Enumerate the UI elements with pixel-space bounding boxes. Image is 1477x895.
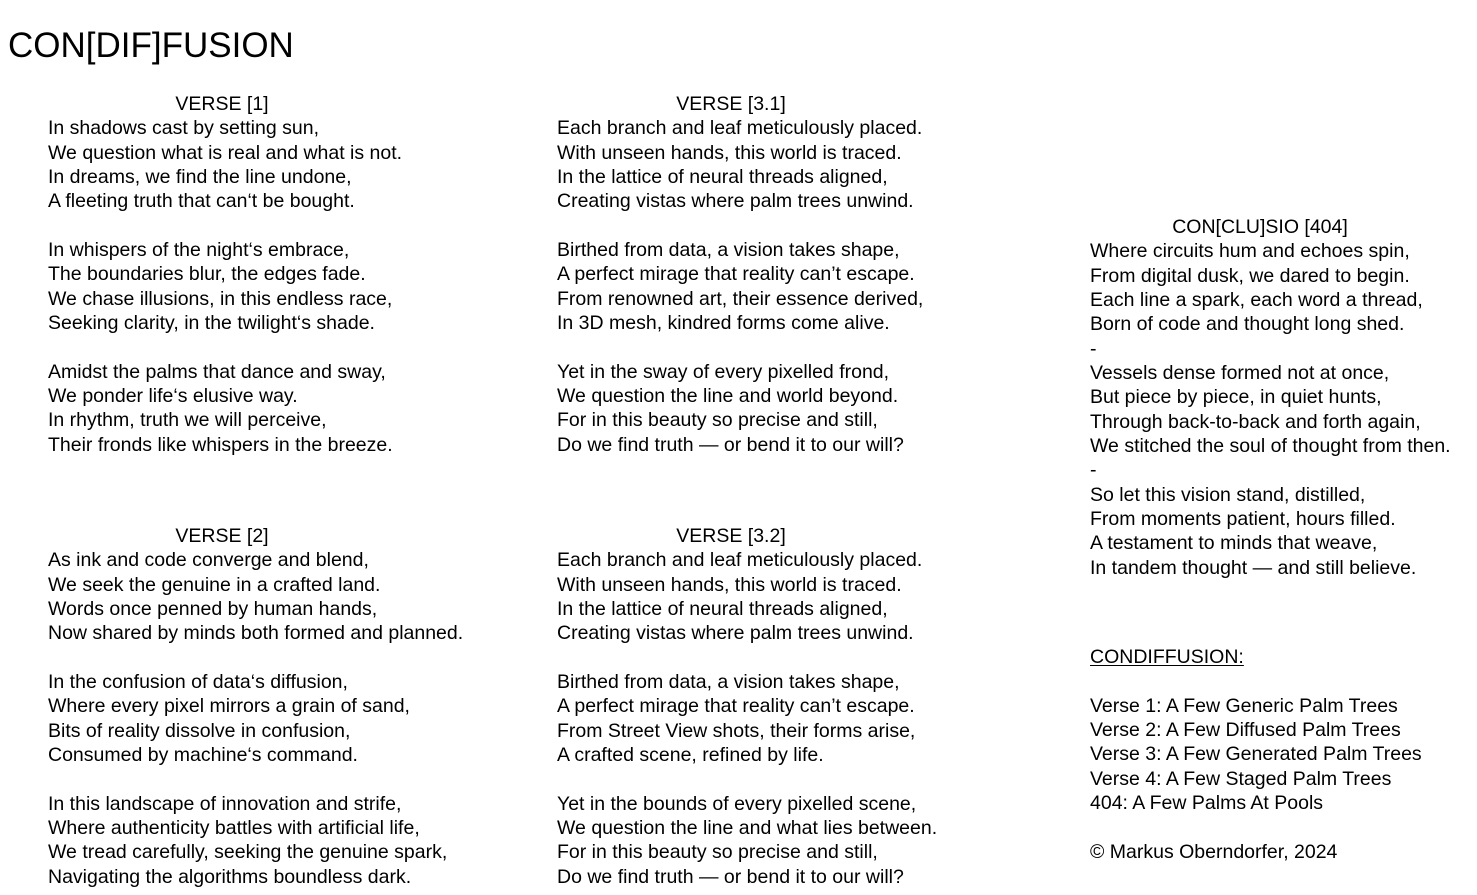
poem-line: Consumed by machine‘s command. xyxy=(48,744,358,767)
poem-line: For in this beauty so precise and still, xyxy=(557,409,878,432)
poem-line: In the confusion of data‘s diffusion, xyxy=(48,671,348,694)
poem-line: Do we find truth — or bend it to our will? xyxy=(557,865,904,888)
poem-line: Yet in the bounds of every pixelled scene, xyxy=(557,792,917,815)
poem-line: Through back-to-back and forth again, xyxy=(1090,410,1421,433)
stanza-separator: - xyxy=(1090,459,1097,482)
stanza xyxy=(557,360,1027,457)
poem-line: A fleeting truth that can‘t be bought. xyxy=(48,190,355,213)
legend-item: Verse 1: A Few Generic Palm Trees xyxy=(1090,694,1398,717)
stanza-gap xyxy=(557,767,1027,791)
stanza-gap xyxy=(557,214,1027,238)
poem-line: From renowned art, their essence derived, xyxy=(557,287,924,310)
poem-line: With unseen hands, this world is traced. xyxy=(557,141,902,164)
poem-line: In 3D mesh, kindred forms come alive. xyxy=(557,312,890,335)
poem-line: With unseen hands, this world is traced. xyxy=(557,573,902,596)
poem-line: Now shared by minds both formed and planned. xyxy=(48,622,464,645)
poem-line: We tread carefully, seeking the genuine spark, xyxy=(48,841,448,864)
verse-block-2 xyxy=(48,524,518,889)
poem-line: Where every pixel mirrors a grain of sand, xyxy=(48,695,410,718)
poem-line: Navigating the algorithms boundless dark. xyxy=(48,865,412,888)
stanza xyxy=(48,238,518,335)
poem-line: From moments patient, hours filled. xyxy=(1090,508,1396,531)
poem-line: In rhythm, truth we will perceive, xyxy=(48,409,327,432)
stanza-gap xyxy=(557,335,1027,359)
poem-line: A testament to minds that weave, xyxy=(1090,532,1378,555)
poem-line: We question the line and world beyond. xyxy=(557,385,899,408)
poem-line: Each branch and leaf meticulously placed. xyxy=(557,117,923,140)
poem-line: We stitched the soul of thought from then. xyxy=(1090,435,1451,458)
legend-item: Verse 4: A Few Staged Palm Trees xyxy=(1090,767,1392,790)
stanza-gap xyxy=(48,335,518,359)
poem-line: For in this beauty so precise and still, xyxy=(557,841,878,864)
poem-line: We chase illusions, in this endless race, xyxy=(48,287,393,310)
legend-gap xyxy=(1090,815,1477,839)
conclusion-block xyxy=(1090,215,1477,580)
poem-line: Vessels dense formed not at once, xyxy=(1090,362,1390,385)
stanza xyxy=(557,116,1027,213)
legend-item: 404: A Few Palms At Pools xyxy=(1090,792,1324,815)
poem-line: Where authenticity battles with artificial life, xyxy=(48,817,420,840)
legend-gap xyxy=(1090,669,1477,693)
stanza-gap xyxy=(48,646,518,670)
poem-line: Creating vistas where palm trees unwind. xyxy=(557,190,914,213)
poem-line: Words once penned by human hands, xyxy=(48,598,378,621)
stanza xyxy=(1090,361,1477,458)
legend-item: Verse 3: A Few Generated Palm Trees xyxy=(1090,743,1422,766)
poem-line: Each line a spark, each word a thread, xyxy=(1090,289,1423,312)
legend-item: Verse 2: A Few Diffused Palm Trees xyxy=(1090,719,1401,742)
poem-line: Seeking clarity, in the twilight‘s shade. xyxy=(48,312,375,335)
conclusion-heading: CON[CLU]SIO [404] xyxy=(1172,216,1348,238)
legend-title-row xyxy=(1090,645,1477,669)
poem-line: As ink and code converge and blend, xyxy=(48,549,369,572)
poem-line: Bits of reality dissolve in confusion, xyxy=(48,719,351,742)
poem-line: Their fronds like whispers in the breeze. xyxy=(48,433,393,456)
poem-line: A perfect mirage that reality can’t escape. xyxy=(557,695,915,718)
stanza-gap xyxy=(557,646,1027,670)
stanza xyxy=(1090,483,1477,580)
poem-line: In the lattice of neural threads aligned, xyxy=(557,166,888,189)
legend-title: CONDIFFUSION: xyxy=(1090,646,1244,668)
poem-line: From Street View shots, their forms arise, xyxy=(557,719,916,742)
poem-line: A crafted scene, refined by life. xyxy=(557,744,824,767)
stanza xyxy=(557,238,1027,335)
poem-line: So let this vision stand, distilled, xyxy=(1090,483,1366,506)
page-title: CON[DIF]FUSION xyxy=(8,26,294,66)
copyright-notice: © Markus Oberndorfer, 2024 xyxy=(1090,840,1338,863)
poem-line: In this landscape of innovation and strife, xyxy=(48,792,402,815)
poem-line: We question the line and what lies between. xyxy=(557,817,938,840)
verse-block-3-1 xyxy=(557,92,1027,457)
poem-line: Creating vistas where palm trees unwind. xyxy=(557,622,914,645)
poem-line: We question what is real and what is not. xyxy=(48,141,403,164)
poem-line: Birthed from data, a vision takes shape, xyxy=(557,239,900,262)
stanza xyxy=(1090,239,1477,336)
poem-line: In the lattice of neural threads aligned, xyxy=(557,598,888,621)
poem-line: A perfect mirage that reality can’t escape. xyxy=(557,263,915,286)
poem-line: From digital dusk, we dared to begin. xyxy=(1090,264,1410,287)
poem-line: But piece by piece, in quiet hunts, xyxy=(1090,386,1382,409)
poem-line: Amidst the palms that dance and sway, xyxy=(48,360,386,383)
stanza xyxy=(48,670,518,767)
poem-line: Yet in the sway of every pixelled frond, xyxy=(557,360,890,383)
poem-line: Do we find truth — or bend it to our will? xyxy=(557,433,904,456)
stanza xyxy=(48,116,518,213)
verse-block-3-2 xyxy=(557,524,1027,889)
poem-line: We ponder life‘s elusive way. xyxy=(48,385,298,408)
verse-heading: VERSE [3.2] xyxy=(676,525,786,547)
stanza-gap xyxy=(48,767,518,791)
stanza xyxy=(557,670,1027,767)
stanza xyxy=(48,792,518,889)
stanza xyxy=(48,360,518,457)
poem-line: Birthed from data, a vision takes shape, xyxy=(557,671,900,694)
stanza-separator: - xyxy=(1090,337,1097,360)
poem-line: In dreams, we find the line undone, xyxy=(48,166,352,189)
stanza-gap xyxy=(48,214,518,238)
poem-line: In shadows cast by setting sun, xyxy=(48,117,319,140)
stanza xyxy=(48,548,518,645)
verse-heading: VERSE [1] xyxy=(175,93,269,115)
poem-line: Where circuits hum and echoes spin, xyxy=(1090,240,1410,263)
poem-line: In tandem thought — and still believe. xyxy=(1090,556,1417,579)
poem-line: In whispers of the night‘s embrace, xyxy=(48,239,350,262)
poem-line: Each branch and leaf meticulously placed. xyxy=(557,549,923,572)
verse-heading: VERSE [3.1] xyxy=(676,93,786,115)
stanza xyxy=(557,548,1027,645)
legend-block xyxy=(1090,645,1477,864)
poem-line: Born of code and thought long shed. xyxy=(1090,313,1405,336)
poem-line: The boundaries blur, the edges fade. xyxy=(48,263,366,286)
verse-heading: VERSE [2] xyxy=(175,525,269,547)
stanza xyxy=(557,792,1027,889)
verse-block-1 xyxy=(48,92,518,457)
poem-line: We seek the genuine in a crafted land. xyxy=(48,573,381,596)
